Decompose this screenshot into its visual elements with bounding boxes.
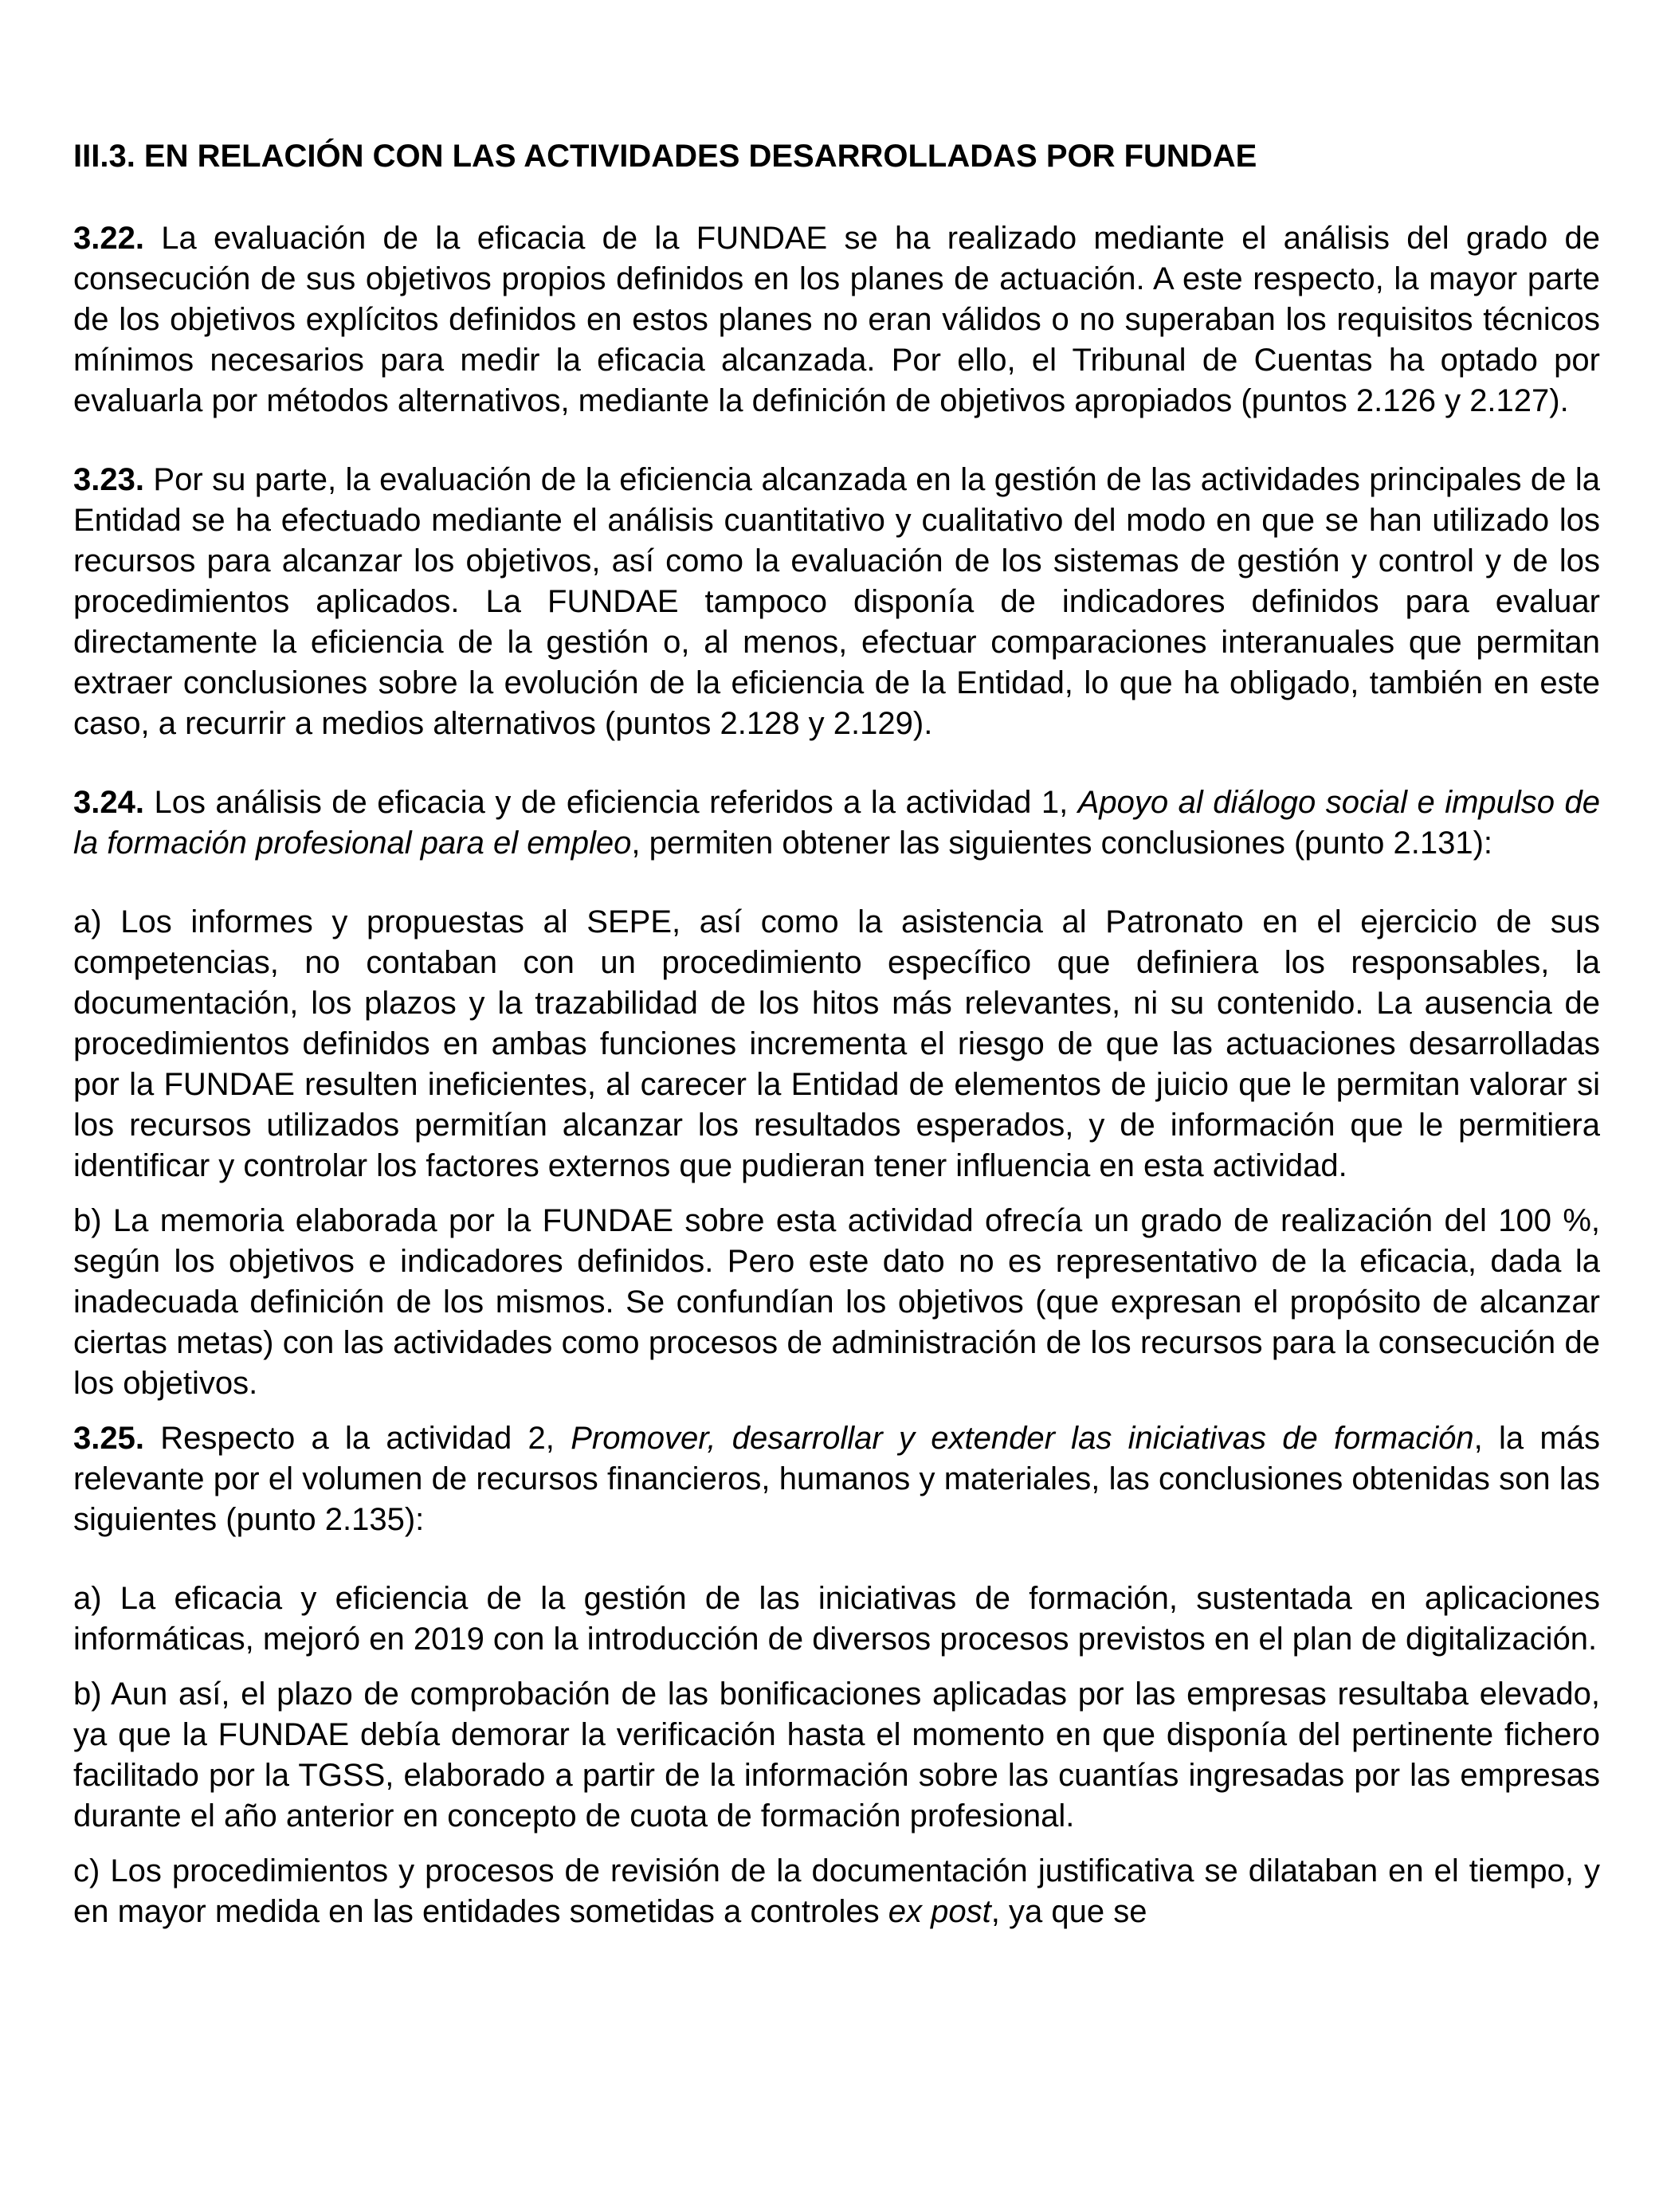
- paragraph-text: , la más relevante por el volumen de recursos financieros, humanos y materiales, las conclusiones obtenidas son las siguientes (punto 2.135):: [73, 1421, 1600, 1537]
- paragraph-3-22: [73, 218, 1600, 422]
- paragraph-number: 3.23.: [73, 462, 144, 497]
- paragraph-3-23: [73, 460, 1600, 744]
- activity-title: Promover, desarrollar y extender las iniciativas de formación: [571, 1421, 1474, 1456]
- section-heading: III.3. EN RELACIÓN CON LAS ACTIVIDADES DESARROLLADAS POR FUNDAE: [73, 139, 1257, 174]
- conclusion-3-25-b: b) Aun así, el plazo de comprobación de las bonificaciones aplicadas por las empresas resultaba elevado, ya que la FUNDAE debía demorar la verificación hasta el momento en que disponía del pertinente fichero facilitado por la TGSS, elaborado a partir de la información sobre las cuantías ingresadas por las empresas durante el año anterior en concepto de cuota de formación profesional.: [73, 1677, 1600, 1834]
- paragraph-3-24: [73, 782, 1600, 864]
- paragraph-text: Por su parte, la evaluación de la eficiencia alcanzada en la gestión de las actividades principales de la Entidad se ha efectuado mediante el análisis cuantitativo y cualitativo del modo en que se han utilizado los recursos para alcanzar los objetivos, así como la evaluación de los sistemas de gestión y control y de los procedimientos aplicados. La FUNDAE tampoco disponía de indicadores definidos para evaluar directamente la eficiencia de la gestión o, al menos, efectuar comparaciones interanuales que permitan extraer conclusiones sobre la evolución de la eficiencia de la Entidad, lo que ha obligado, también en este caso, a recurrir a medios alternativos (puntos 2.128 y 2.129).: [73, 462, 1600, 741]
- paragraph-number: 3.25.: [73, 1421, 144, 1456]
- conclusion-3-25-a: a) La eficacia y eficiencia de la gestión de las iniciativas de formación, sustentada en aplicaciones informáticas, mejoró en 2019 con la introducción de diversos procesos previstos en el plan de digitalización.: [73, 1581, 1600, 1657]
- conclusion-3-24-b: b) La memoria elaborada por la FUNDAE sobre esta actividad ofrecía un grado de realización del 100 %, según los objetivos e indicadores definidos. Pero este dato no es representativo de la eficacia, dada la inadecuada definición de los mismos. Se confundían los objetivos (que expresan el propósito de alcanzar ciertas metas) con las actividades como procesos de administración de los recursos para la consecución de los objetivos.: [73, 1203, 1600, 1401]
- activity-title: Apoyo al diálogo social e impulso de la formación profesional para el empleo: [73, 785, 1600, 861]
- paragraph-number: 3.24.: [73, 785, 144, 820]
- paragraph-text: Respecto a la actividad 2,: [143, 1421, 571, 1456]
- paragraph-text: , permiten obtener las siguientes conclusiones (punto 2.131):: [631, 826, 1493, 861]
- paragraph-text: La evaluación de la eficacia de la FUNDAE se ha realizado mediante el análisis del grado de consecución de sus objetivos propios definidos en los planes de actuación. A este respecto, la mayor parte de los objetivos explícitos definidos en estos planes no eran válidos o no superaban los requisitos técnicos mínimos necesarios para medir la eficacia alcanzada. Por ello, el Tribunal de Cuentas ha optado por evaluarla por métodos alternativos, mediante la definición de objetivos apropiados (puntos 2.126 y 2.127).: [73, 221, 1600, 418]
- conclusion-3-24-a: a) Los informes y propuestas al SEPE, así como la asistencia al Patronato en el ejercicio de sus competencias, no contaban con un procedimiento específico que definiera los responsables, la documentación, los plazos y la trazabilidad de los hitos más relevantes, ni su contenido. La ausencia de procedimientos definidos en ambas funciones incrementa el riesgo de que las actuaciones desarrolladas por la FUNDAE resulten ineficientes, al carecer la Entidad de elementos de juicio que le permitan valorar si los recursos utilizados permitían alcanzar los resultados esperados, y de información que le permitiera identificar y controlar los factores externos que pudieran tener influencia en esta actividad.: [73, 904, 1600, 1183]
- paragraph-text: c) Los procedimientos y procesos de revisión de la documentación justificativa se dilataban en el tiempo, y en mayor medida en las entidades sometidas a controles: [73, 1853, 1600, 1929]
- paragraph-3-25: [73, 1418, 1600, 1540]
- paragraph-text: Los análisis de eficacia y de eficiencia referidos a la actividad 1,: [143, 785, 1078, 820]
- document-page: [73, 135, 1600, 1932]
- conclusion-3-25-c: [73, 1851, 1600, 1932]
- italic-term: ex post: [888, 1894, 991, 1929]
- paragraph-text: , ya que se: [990, 1894, 1147, 1929]
- paragraph-number: 3.22.: [73, 221, 144, 256]
